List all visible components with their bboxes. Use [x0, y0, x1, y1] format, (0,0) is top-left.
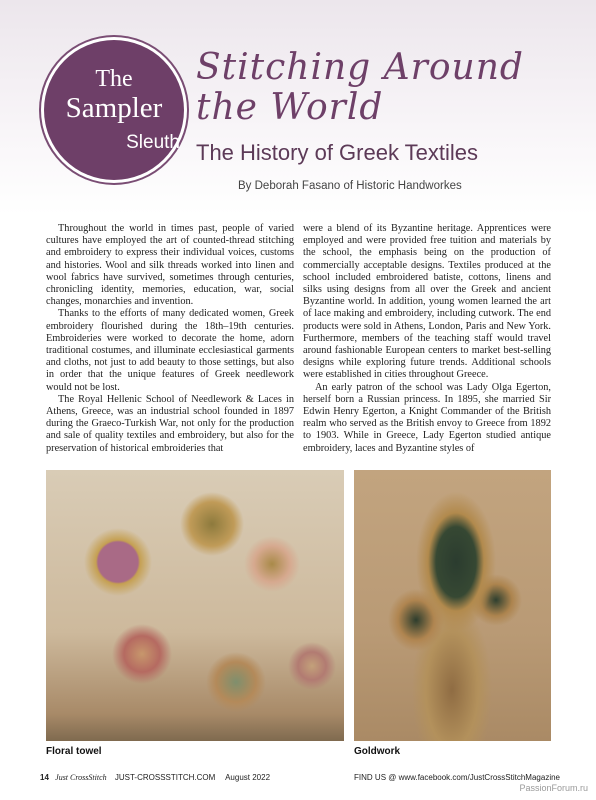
issue-date: August 2022: [225, 773, 271, 782]
magazine-name: Just CrossStitch: [55, 773, 107, 782]
article-column-2: [303, 223, 551, 455]
title-line-1: Stitching Around: [196, 47, 524, 88]
paragraph: An early patron of the school was Lady Olga Egerton, herself born a Russian princess. In 1895, she married Sir Edwin Henry Egerton, a Knight Commander of the British realm who served as the British envoy to Greece from 1892 to 1903. While in Greece, Lady Egerton studied antique embroidery, laces and Byzantine styles of: [303, 381, 551, 454]
badge-sleuth: Sleuth: [126, 132, 180, 153]
page-number: 14: [40, 773, 49, 782]
article-title: [196, 48, 576, 128]
badge-sampler: Sampler: [65, 92, 163, 124]
title-line-2: the World: [196, 87, 384, 128]
paragraph: were a blend of its Byzantine heritage. Apprentices were employed and were provided free tuition and materials by the school, the emphasis being on the production of commercially acceptable designs. Textiles produced at the school included embroidered batiste, cottons, linens and silks using designs from all over the Greek and ancient Byzantine world. In addition, young women learned the art of lace making and embroidery, including cutwork. The end products were sold in Athens, London, Paris and New York. Furthermore, members of the teaching staff would travel around fashionable European centers to market best-selling designs while exploring future trends. Additional schools were established in cities throughout Greece.: [303, 223, 551, 381]
caption-floral-towel: Floral towel: [46, 746, 102, 757]
social-link[interactable]: FIND US @ www.facebook.com/JustCrossStitchMagazine: [354, 773, 560, 782]
caption-goldwork: Goldwork: [354, 746, 401, 757]
footer-left: [40, 773, 270, 782]
goldwork-photo: [354, 470, 551, 741]
paragraph: Thanks to the efforts of many dedicated women, Greek embroidery flourished during the 18th–19th centuries. Embroideries were worked to decorate the home, adorn traditional costumes, and illuminate ecclesiastical garments and cloths, not just to add beauty to those settings, but also in order that the unique features of Greek needlework would not be lost.: [46, 308, 294, 393]
floral-towel-photo: [46, 470, 344, 741]
article-column-1: [46, 223, 294, 455]
website-link[interactable]: JUST-CROSSSTITCH.COM: [114, 773, 216, 782]
paragraph: Throughout the world in times past, people of varied cultures have employed the art of counted-thread stitching and embroidery to express their individual voices, customs and histories. Wool and silk threads worked into linen and wool fabrics have survived, sometimes through centuries, chronicling identity, memories, education, war, social changes, monarchies and invention.: [46, 223, 294, 308]
sampler-sleuth-badge: [44, 40, 184, 180]
byline: By Deborah Fasano of Historic Handworkes: [238, 180, 462, 192]
badge-the: The: [95, 66, 133, 92]
paragraph: The Royal Hellenic School of Needlework & Laces in Athens, Greece, was an industrial school founded in 1897 during the Graeco-Turkish War, not only for the production and sale of quality textiles and embroidery, but also for the preservation of historical embroideries that: [46, 393, 294, 454]
article-subtitle: The History of Greek Textiles: [196, 140, 479, 165]
watermark: PassionForum.ru: [519, 783, 588, 793]
